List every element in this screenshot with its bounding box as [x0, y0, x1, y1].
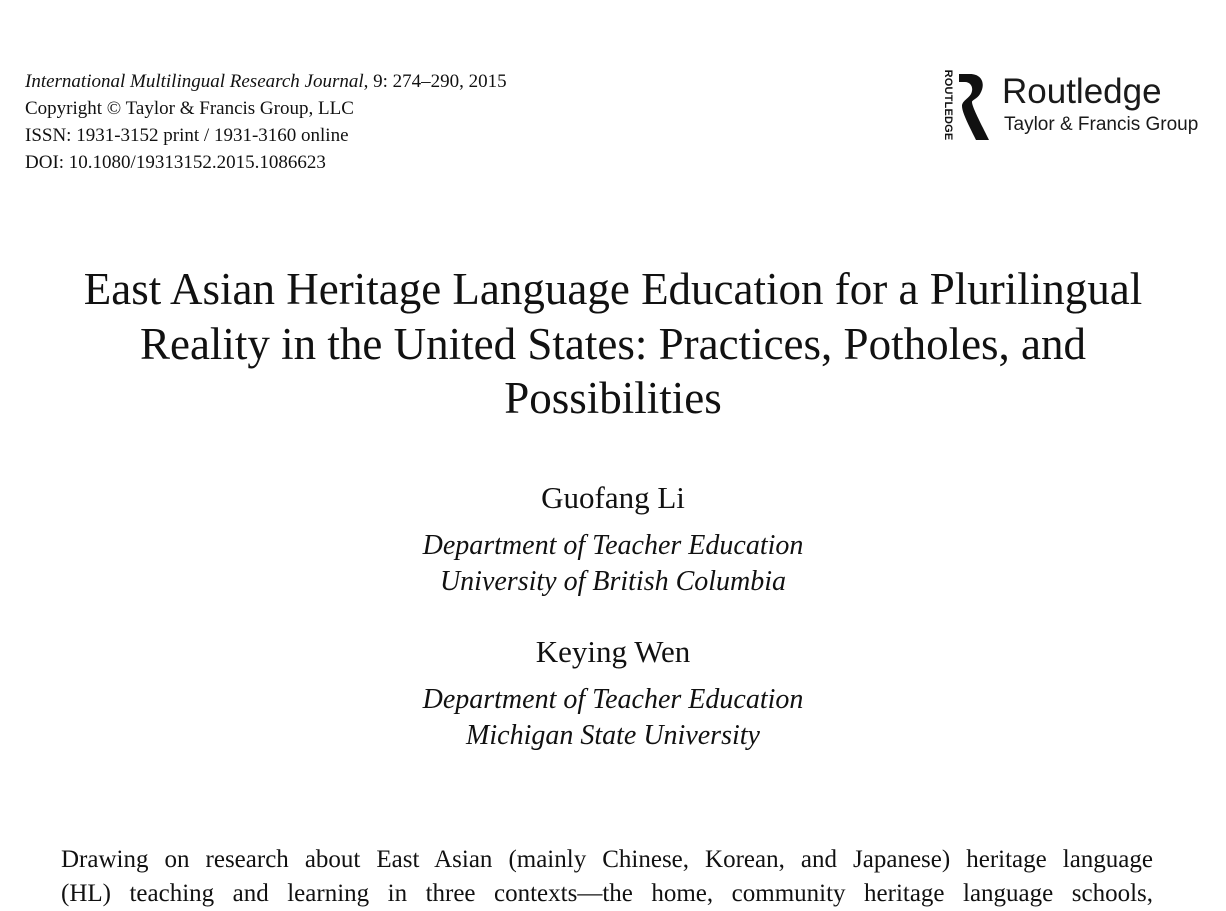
affiliation-department: Department of Teacher Education	[422, 530, 804, 561]
title-line: Possibilities	[504, 373, 722, 423]
author-affiliation	[0, 528, 1226, 600]
issn-line: ISSN: 1931-3152 print / 1931-3160 online	[25, 125, 349, 146]
author-name: Guofang Li	[541, 480, 685, 515]
routledge-r-icon	[956, 72, 990, 142]
abstract-line: (HL) teaching and learning in three contexts—the home, community heritage language schools,	[61, 880, 1153, 907]
journal-header	[25, 68, 507, 176]
author-name: Keying Wen	[535, 634, 691, 669]
title-line: Reality in the United States: Practices, Potholes, and	[139, 318, 1087, 369]
author-affiliation	[0, 682, 1226, 754]
logo-subtitle: Taylor & Francis Group	[1004, 114, 1199, 135]
affiliation-institution: University of British Columbia	[439, 566, 787, 597]
affiliation-department: Department of Teacher Education	[422, 684, 804, 715]
doi-line: DOI: 10.1080/19313152.2015.1086623	[25, 152, 326, 173]
paper-title	[0, 262, 1226, 426]
journal-issue: , 9: 274–290, 2015	[363, 71, 507, 92]
logo-vertical-label: ROUTLEDGE	[942, 69, 954, 141]
abstract	[61, 843, 1153, 911]
journal-name: International Multilingual Research Journal	[25, 71, 364, 92]
title-line: East Asian Heritage Language Education for a Plurilingual	[83, 264, 1143, 314]
affiliation-institution: Michigan State University	[466, 720, 760, 751]
routledge-logo	[940, 70, 1200, 144]
abstract-line: Drawing on research about East Asian (mainly Chinese, Korean, and Japanese) heritage language	[61, 846, 1153, 873]
journal-citation	[25, 68, 507, 95]
copyright-line: Copyright © Taylor & Francis Group, LLC	[25, 98, 354, 119]
logo-brand: Routledge	[1002, 72, 1162, 111]
logo-vertical-text	[940, 70, 956, 140]
